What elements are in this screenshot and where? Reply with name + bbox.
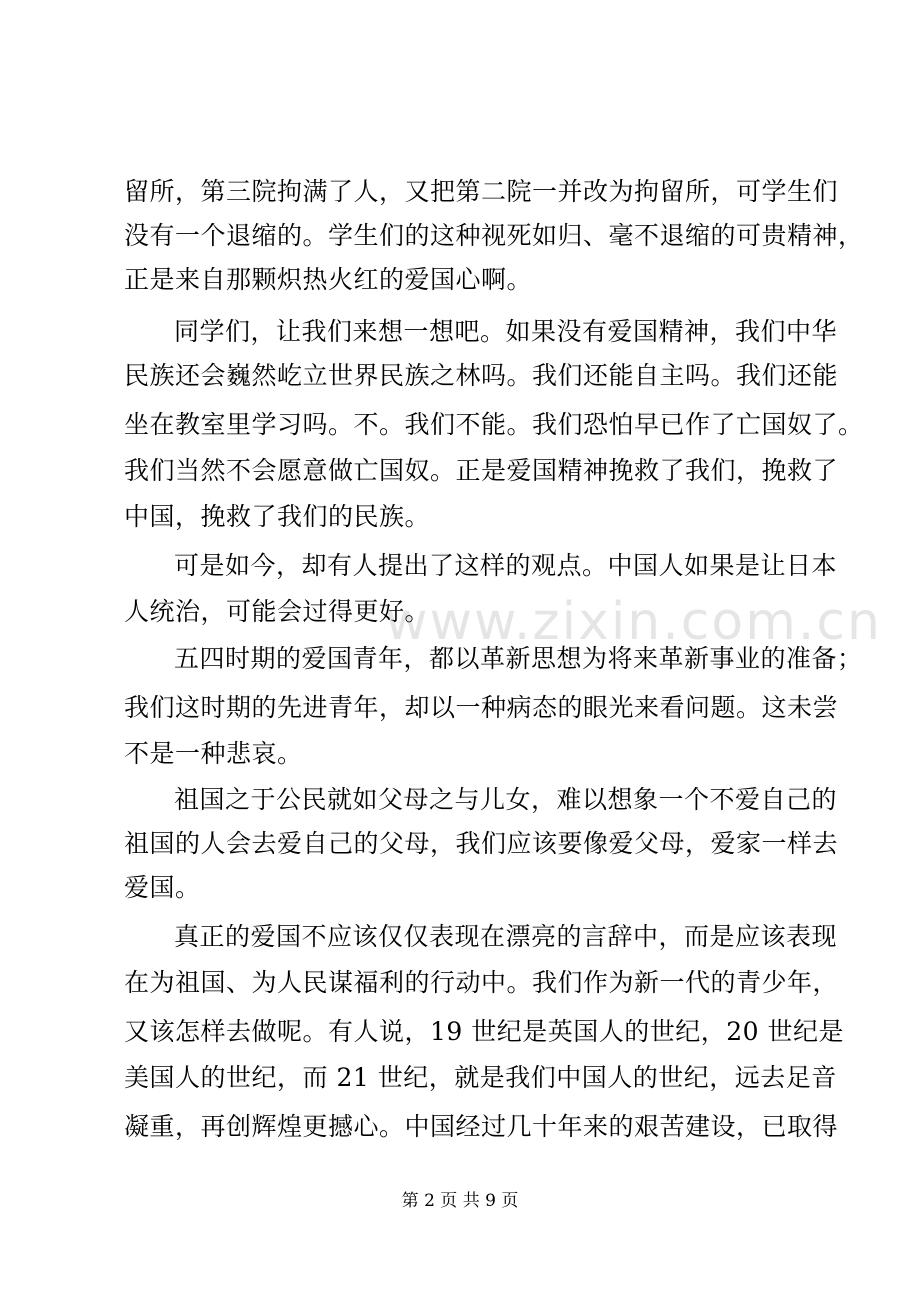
text-line: 坐在教室里学习吗。不。我们不能。我们恐怕早已作了亡国奴了。 (124, 410, 864, 439)
text-line: 人统治，可能会过得更好。 (124, 597, 431, 626)
text-line: 我们当然不会愿意做亡国奴。正是爱国精神挽救了我们，挽救了 (124, 456, 839, 485)
paragraph-start-line: 祖国之于公民就如父母之与儿女，难以想象一个不爱自己的 (174, 785, 838, 814)
text-line: 美国人的世纪，而 21 世纪，就是我们中国人的世纪，远去足音 (124, 1063, 837, 1092)
text-line: 留所，第三院拘满了人，又把第二院一并改为拘留所，可学生们 (124, 177, 839, 206)
text-line: 祖国的人会去爱自己的父母，我们应该要像爱父母，爱家一样去 (124, 829, 839, 858)
text-line: 爱国。 (124, 873, 201, 902)
text-line: 正是来自那颗炽热火红的爱国心啊。 (124, 265, 533, 294)
text-line: 中国，挽救了我们的民族。 (124, 502, 431, 531)
paragraph-start-line: 同学们，让我们来想一想吧。如果没有爱国精神，我们中华 (174, 317, 838, 346)
paragraph-start-line: 五四时期的爱国青年，都以革新思想为将来革新事业的准备； (174, 644, 863, 673)
text-line: 不是一种悲哀。 (124, 739, 303, 768)
text-line: 又该怎样去做呢。有人说，19 世纪是英国人的世纪，20 世纪是 (124, 1017, 845, 1046)
text-line: 凝重，再创辉煌更撼心。中国经过几十年来的艰苦建设，已取得 (124, 1112, 839, 1141)
paragraph-start-line: 可是如今，却有人提出了这样的观点。中国人如果是让日本 (174, 551, 838, 580)
watermark: www.zixin.com.cn (385, 592, 882, 652)
page-number-footer: 第 2 页 共 9 页 (401, 1191, 519, 1211)
text-line: 我们这时期的先进青年，却以一种病态的眼光来看问题。这未尝 (124, 693, 839, 722)
text-line: 民族还会巍然屹立世界民族之林吗。我们还能自主吗。我们还能 (124, 361, 839, 390)
text-line: 在为祖国、为人民谋福利的行动中。我们作为新一代的青少年， (124, 968, 839, 997)
paragraph-start-line: 真正的爱国不应该仅仅表现在漂亮的言辞中，而是应该表现 (174, 922, 838, 951)
text-line: 没有一个退缩的。学生们的这种视死如归、毫不退缩的可贵精神， (124, 221, 864, 250)
